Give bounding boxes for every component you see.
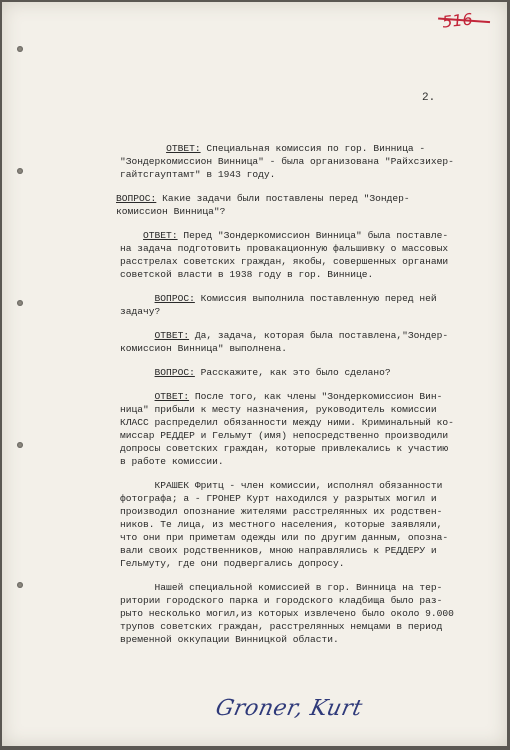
line-indent bbox=[120, 143, 166, 154]
line-text: рыто несколько могил,из которых извлечено было около 9.000 bbox=[120, 608, 454, 619]
text-line bbox=[120, 633, 510, 646]
text-line bbox=[120, 620, 510, 633]
qa-label: ОТВЕТ: bbox=[154, 330, 190, 341]
line-indent bbox=[120, 391, 155, 402]
qa-label: ОТВЕТ: bbox=[154, 391, 190, 402]
text-line bbox=[120, 557, 510, 570]
line-text: производил опознание жителями расстрелянных их родствен- bbox=[120, 506, 443, 517]
binding-hole bbox=[17, 582, 23, 588]
paragraph-p9 bbox=[120, 581, 510, 646]
line-text: После того, как члены "Зондеркомиссион Вин- bbox=[189, 391, 443, 402]
line-text: на задача подготовить провакационную фальшивку о массовых bbox=[120, 243, 449, 254]
handwritten-signature bbox=[213, 692, 396, 732]
line-indent bbox=[120, 330, 155, 341]
line-text: гайтсгауптамт" в 1943 году. bbox=[120, 169, 276, 180]
line-text: Комиссия выполнила поставленную перед ней bbox=[194, 293, 437, 304]
text-line bbox=[120, 581, 510, 594]
line-text: что они при приметам одежды или по другим данным, опозна- bbox=[120, 532, 449, 543]
line-text: КРАШЕК Фритц - член комиссии, исполнял обязанности bbox=[154, 480, 443, 491]
line-text: Какие задачи были поставлены перед "Зондер- bbox=[156, 193, 410, 204]
paragraph-p6 bbox=[120, 366, 510, 379]
line-text: миссар РЕДДЕР и Гельмут (имя) непосредственно производили bbox=[120, 430, 449, 441]
text-line bbox=[120, 366, 510, 379]
qa-label: ВОПРОС: bbox=[116, 193, 157, 204]
line-text: ница" прибыли к месту назначения, руководитель комиссии bbox=[120, 404, 437, 415]
text-line bbox=[116, 192, 510, 205]
paragraph-p5 bbox=[120, 329, 510, 355]
text-line bbox=[120, 168, 510, 181]
line-text: в работе комиссии. bbox=[120, 456, 224, 467]
text-line bbox=[120, 455, 510, 468]
line-text: Гельмуту, где они подвергались допросу. bbox=[120, 558, 345, 569]
paragraph-p1 bbox=[120, 142, 510, 181]
line-text: КЛАСС распределил обязанности между ними. Криминальный ко- bbox=[120, 417, 454, 428]
line-text: Да, задача, которая была поставлена,"Зондер- bbox=[189, 330, 449, 341]
text-line bbox=[120, 442, 510, 455]
document-page bbox=[2, 2, 507, 746]
qa-label: ОТВЕТ: bbox=[166, 143, 201, 154]
paragraph-p8 bbox=[120, 479, 510, 570]
line-indent bbox=[120, 582, 155, 593]
text-line bbox=[120, 492, 510, 505]
line-text: Нашей специальной комиссией в гор. Винница на тер- bbox=[154, 582, 443, 593]
line-indent bbox=[120, 230, 143, 241]
text-line bbox=[120, 390, 510, 403]
text-line bbox=[116, 205, 510, 218]
text-line bbox=[120, 268, 510, 281]
line-text: вали своих родственников, мною направлялись к РЕДДЕРУ и bbox=[120, 545, 437, 556]
line-indent bbox=[120, 480, 155, 491]
signature-text: Groner, Kurt bbox=[213, 696, 365, 721]
line-text: комиссион Винница" выполнена. bbox=[120, 343, 287, 354]
text-line bbox=[120, 416, 510, 429]
line-text: советской власти в 1938 году в гор. Виннице. bbox=[120, 269, 374, 280]
line-text: временной оккупации Винницкой области. bbox=[120, 634, 339, 645]
line-text: трупов советских граждан, расстрелянных немцами в период bbox=[120, 621, 443, 632]
text-line bbox=[120, 607, 510, 620]
paragraph-p7 bbox=[120, 390, 510, 468]
paragraph-p4 bbox=[120, 292, 510, 318]
line-text: Специальная комиссия по гор. Винница - bbox=[200, 143, 426, 154]
binding-hole bbox=[17, 46, 23, 52]
line-indent bbox=[120, 367, 155, 378]
text-line bbox=[120, 518, 510, 531]
typed-testimony bbox=[116, 142, 510, 657]
page-number: 2. bbox=[422, 92, 436, 104]
text-line bbox=[120, 255, 510, 268]
line-text: комиссион Винница"? bbox=[116, 206, 226, 217]
text-line bbox=[120, 594, 510, 607]
paragraph-p2 bbox=[116, 192, 510, 218]
binding-hole bbox=[17, 300, 23, 306]
text-line bbox=[120, 505, 510, 518]
line-text: Перед "Зондеркомиссион Винница" была поставле- bbox=[177, 230, 449, 241]
text-line bbox=[120, 229, 510, 242]
text-line bbox=[120, 544, 510, 557]
text-line bbox=[120, 429, 510, 442]
qa-label: ОТВЕТ: bbox=[143, 230, 178, 241]
binding-hole bbox=[17, 442, 23, 448]
text-line bbox=[120, 305, 510, 318]
line-text: допросы советских граждан, которые привлекались к участию bbox=[120, 443, 449, 454]
qa-label: ВОПРОС: bbox=[154, 367, 195, 378]
qa-label: ВОПРОС: bbox=[154, 293, 195, 304]
text-line bbox=[120, 403, 510, 416]
line-indent bbox=[120, 293, 155, 304]
line-text: задачу? bbox=[120, 306, 161, 317]
line-text: ритории городского парка и городского кладбища было раз- bbox=[120, 595, 443, 606]
text-line bbox=[120, 531, 510, 544]
line-text: фотографа; а - ГРОНЕР Курт находился у разрытых могил и bbox=[120, 493, 437, 504]
line-text: Расскажите, как это было сделано? bbox=[194, 367, 391, 378]
text-line bbox=[120, 329, 510, 342]
paragraph-p3 bbox=[120, 229, 510, 281]
line-text: расстрелах советских граждан, якобы, совершенных органами bbox=[120, 256, 449, 267]
text-line bbox=[120, 142, 510, 155]
text-line bbox=[120, 242, 510, 255]
line-text: ников. Те лица, из местного населения, которые заявляли, bbox=[120, 519, 443, 530]
archive-page-number: 516 bbox=[441, 7, 493, 31]
text-line bbox=[120, 479, 510, 492]
text-line bbox=[120, 342, 510, 355]
line-text: "Зондеркомиссион Винница" - была организована "Райхсзихер- bbox=[120, 156, 454, 167]
text-line bbox=[120, 155, 510, 168]
text-line bbox=[120, 292, 510, 305]
binding-hole bbox=[17, 168, 23, 174]
